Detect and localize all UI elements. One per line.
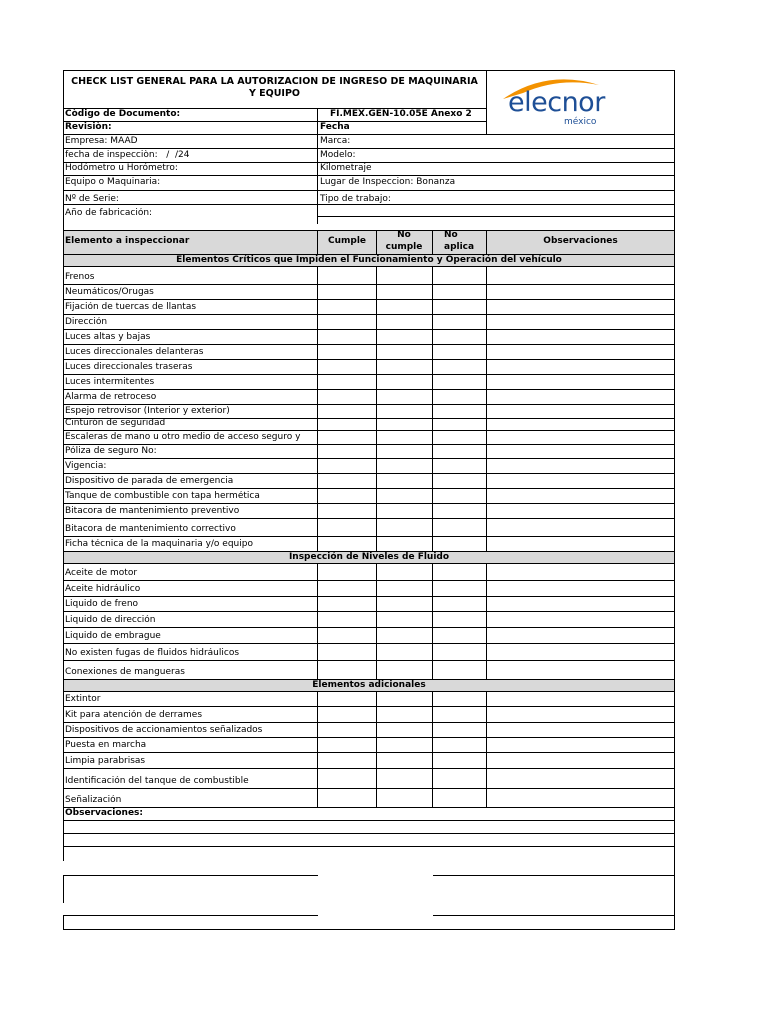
checklist-item: Señalización (65, 795, 122, 805)
doc-code-label: Còdigo de Documento: (65, 109, 181, 119)
fecha-label: Fecha (320, 122, 350, 132)
checklist-item: Identificación del tanque de combustible (65, 776, 249, 786)
observaciones-cell[interactable] (486, 646, 675, 679)
horometro-field[interactable]: Hodómetro u Horómetro: (65, 163, 178, 173)
checklist-item: Extintor (65, 694, 101, 704)
checklist-item: Tanque de combustible con tapa hermética (65, 491, 260, 501)
doc-code-value: FI.MEX.GEN-10.05E Anexo 2 (330, 109, 472, 119)
checklist-item: Fijación de tuercas de llantas (65, 302, 197, 312)
checklist-item: Cinturón de seguridad (65, 418, 166, 428)
no-aplica-cell[interactable] (432, 646, 486, 679)
checklist-item: Conexiones de mangueras (65, 667, 185, 677)
checklist-item: No existen fugas de fluidos hidráulicos (65, 648, 240, 658)
checklist-item: Liquido de embrague (65, 631, 161, 641)
checklist-item: Espejo retrovisor (Interior y exterior) (65, 406, 230, 416)
checklist-item: Bitacora de mantenimiento correctivo (65, 524, 236, 534)
col-no-aplica-line1: No (444, 230, 458, 240)
observaciones-label: Observaciones: (65, 808, 144, 818)
logo-wordmark: elecnor (508, 87, 605, 118)
checklist-item: Aceite de motor (65, 568, 138, 578)
checklist-item: Frenos (65, 272, 95, 282)
section-title: Elementos Críticos que Impiden el Funcionamiento y Operación del vehículo (176, 255, 562, 265)
checklist-item: Luces intermitentes (65, 377, 155, 387)
checklist-item: Dispositivo de parada de emergencia (65, 476, 234, 486)
section-title: Inspección de Niveles de Fluido (288, 552, 450, 562)
checklist-form (63, 70, 675, 930)
col-observaciones: Observaciones (543, 236, 618, 246)
checklist-item: Dirección (65, 317, 108, 327)
cumple-cell[interactable] (318, 646, 376, 679)
checklist-item: Vigencia: (65, 461, 107, 471)
equipo-field[interactable]: Equipo o Maquinaria: (65, 177, 161, 187)
elecnor-logo (487, 71, 674, 134)
checklist-item: Bitacora de mantenimiento preventivo (65, 506, 240, 516)
checklist-item: Aceite hidráulico (65, 584, 141, 594)
checklist-item: Liquido de freno (65, 599, 139, 609)
section-title: Elementos adicionales (312, 680, 426, 690)
empresa-field[interactable]: Empresa: MAAD (65, 136, 138, 146)
col-no-cumple-line1: No (397, 230, 411, 240)
col-cumple: Cumple (327, 236, 367, 246)
col-no-aplica-line2: aplica (444, 242, 475, 252)
checklist-item: Dispositivos de accionamientos señalizados (65, 725, 263, 735)
checklist-item: Liquido de dirección (65, 615, 156, 625)
no-cumple-cell[interactable] (376, 646, 432, 679)
checklist-item: Luces altas y bajas (65, 332, 151, 342)
checklist-item: Ficha técnica de la maquinaria y/o equipo (65, 539, 253, 549)
col-no-cumple-line2: cumple (385, 242, 423, 252)
marca-field[interactable]: Marca: (320, 136, 351, 146)
lugar-field[interactable]: Lugar de Inspeccion: Bonanza (320, 177, 456, 187)
checklist-item: Alarma de retroceso (65, 392, 157, 402)
modelo-field[interactable]: Modelo: (320, 150, 356, 160)
checklist-item: Escaleras de mano u otro medio de acceso seguro y (65, 432, 301, 442)
kilometraje-field[interactable]: Kilometraje (320, 163, 372, 173)
fecha-inspeccion-field[interactable]: fecha de inspecciòn: / /24 (65, 150, 190, 160)
no-aplica-cell[interactable] (432, 774, 486, 807)
tipo-trabajo-field[interactable]: Tipo de trabajo: (320, 194, 391, 204)
checklist-item: Limpia parabrisas (65, 756, 146, 766)
checklist-item: Puesta en marcha (65, 740, 147, 750)
no-cumple-cell[interactable] (376, 774, 432, 807)
checklist-item: Póliza de seguro No: (65, 446, 157, 456)
anio-field[interactable]: Año de fabricación: (65, 208, 153, 218)
checklist-item: Kit para atención de derrames (65, 710, 203, 720)
serie-field[interactable]: Nº de Serie: (65, 194, 119, 204)
form-title: CHECK LIST GENERAL PARA LA AUTORIZACION DE INGRESO DE MAQUINARIA Y EQUIPO (71, 76, 478, 99)
observaciones-cell[interactable] (486, 774, 675, 807)
col-elemento: Elemento a inspeccionar (65, 236, 190, 246)
revision-label: Revisiòn: (65, 122, 112, 132)
logo-subtitle: méxico (564, 117, 597, 127)
checklist-item: Luces direccionales traseras (65, 362, 193, 372)
cumple-cell[interactable] (318, 774, 376, 807)
checklist-item: Luces direccionales delanteras (65, 347, 204, 357)
checklist-item: Neumáticos/Orugas (65, 287, 154, 297)
